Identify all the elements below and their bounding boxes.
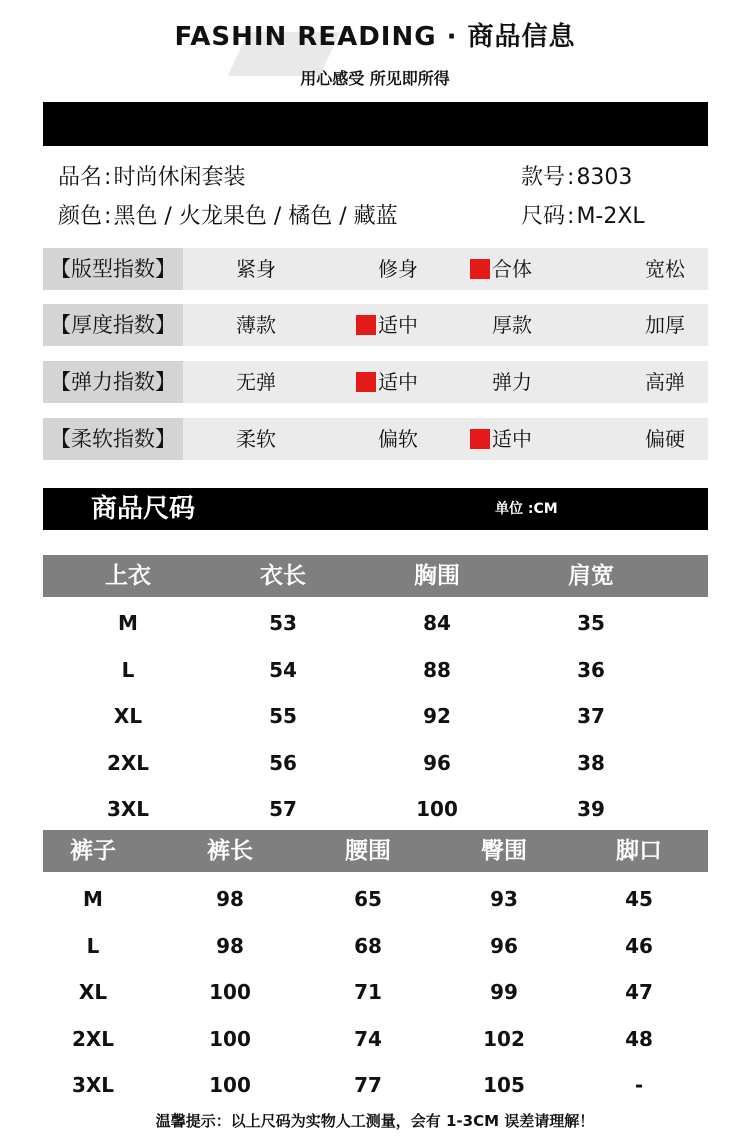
table-cell: 102	[483, 1026, 525, 1051]
index-option-label: 宽松	[645, 257, 685, 281]
table-cell: 2XL	[106, 750, 150, 775]
size-range: 尺码:M-2XL	[521, 204, 645, 229]
table-cell: M	[118, 611, 138, 635]
index-option	[492, 304, 532, 346]
table-cell: 68	[354, 933, 382, 958]
table-cell: 39	[577, 797, 605, 821]
column-header: 裤子	[70, 838, 116, 864]
index-label: 【版型指数】	[43, 248, 183, 290]
black-banner	[43, 102, 708, 146]
column-header: 胸围	[414, 563, 460, 589]
table-cell: 46	[625, 933, 653, 958]
index-option-label: 偏软	[378, 427, 418, 451]
table-cell: M	[83, 887, 103, 911]
table-row	[43, 969, 708, 1015]
index-row	[43, 418, 708, 460]
table-cell: 77	[354, 1073, 382, 1097]
table-cell: 53	[269, 611, 297, 635]
table-row	[43, 786, 708, 832]
index-row	[43, 304, 708, 346]
selected-marker-icon	[356, 315, 376, 335]
product-name: 品名:时尚休闲套装	[58, 165, 246, 190]
index-label: 【柔软指数】	[43, 418, 183, 460]
selected-marker-icon	[470, 259, 490, 279]
table-cell: 105	[483, 1073, 525, 1097]
index-option-label: 薄款	[236, 313, 276, 337]
table-cell: 56	[269, 750, 297, 775]
table-cell: L	[86, 933, 100, 958]
table-cell: 54	[269, 657, 297, 682]
table-cell: 99	[490, 980, 518, 1004]
table-cell: 48	[625, 1026, 653, 1051]
style-number-label: 款号	[521, 165, 566, 190]
table-cell: L	[121, 657, 135, 682]
index-option	[236, 248, 276, 290]
table-cell: 100	[209, 980, 251, 1004]
index-option	[645, 304, 685, 346]
table-header	[43, 555, 708, 597]
index-option	[645, 361, 685, 403]
table-cell: 65	[354, 887, 382, 911]
table-cell: 96	[423, 750, 451, 775]
table-row	[43, 923, 708, 969]
index-label: 【厚度指数】	[43, 304, 183, 346]
table-cell: -	[634, 1073, 644, 1097]
index-option	[356, 304, 418, 346]
index-option-label: 适中	[378, 370, 418, 394]
column-header: 腰围	[345, 838, 391, 864]
index-option	[378, 248, 418, 290]
table-cell: 71	[354, 980, 382, 1004]
table-cell: XL	[78, 980, 108, 1004]
index-label: 【弹力指数】	[43, 361, 183, 403]
column-header: 臀围	[481, 838, 527, 864]
table-row	[43, 693, 708, 739]
table-cell: 98	[216, 933, 244, 958]
size-section-title: 商品尺码	[91, 494, 196, 524]
index-option	[236, 304, 276, 346]
page-subtitle: 用心感受 所见即所得	[300, 69, 450, 88]
table-row	[43, 740, 708, 786]
table-cell: 55	[269, 704, 297, 728]
size-range-value: M-2XL	[576, 204, 645, 229]
table-cell: 47	[625, 980, 653, 1004]
index-option-label: 合体	[492, 257, 532, 281]
index-option	[356, 361, 418, 403]
colors-value: 黑色 / 火龙果色 / 橘色 / 藏蓝	[113, 204, 398, 229]
table-cell: 93	[490, 887, 518, 911]
table-cell: 100	[416, 797, 458, 821]
page-title: FASHIN READING · 商品信息	[174, 22, 576, 52]
table-cell: 92	[423, 704, 451, 728]
index-option-label: 弹力	[492, 370, 532, 394]
index-option-label: 加厚	[645, 313, 685, 337]
column-header: 脚口	[616, 838, 662, 864]
index-option	[492, 361, 532, 403]
index-option-label: 适中	[492, 427, 532, 451]
size-range-label: 尺码	[521, 204, 566, 229]
index-option-label: 修身	[378, 257, 418, 281]
index-option	[236, 361, 276, 403]
selected-marker-icon	[356, 372, 376, 392]
index-option	[470, 418, 532, 460]
table-row	[43, 876, 708, 922]
table-cell: 3XL	[71, 1073, 115, 1097]
table-cell: 74	[354, 1026, 382, 1051]
table-cell: 84	[423, 611, 451, 635]
table-cell: 38	[577, 750, 605, 775]
index-option-label: 高弹	[645, 370, 685, 394]
table-cell: 100	[209, 1026, 251, 1051]
style-number: 款号:8303	[521, 165, 633, 190]
table-row	[43, 647, 708, 693]
table-cell: 57	[269, 797, 297, 821]
index-row	[43, 248, 708, 290]
table-cell: 2XL	[71, 1026, 115, 1051]
product-colors: 颜色:黑色 / 火龙果色 / 橘色 / 藏蓝	[58, 204, 398, 229]
index-option-label: 无弹	[236, 370, 276, 394]
product-name-value: 时尚休闲套装	[113, 165, 246, 190]
index-option-label: 紧身	[236, 257, 276, 281]
column-header: 上衣	[105, 563, 151, 589]
table-cell: XL	[113, 704, 143, 728]
table-cell: 35	[577, 611, 605, 635]
selected-marker-icon	[470, 429, 490, 449]
table-cell: 45	[625, 887, 653, 911]
table-cell: 96	[490, 933, 518, 958]
index-option	[645, 418, 685, 460]
style-number-value: 8303	[576, 165, 633, 190]
column-header: 裤长	[207, 838, 253, 864]
column-header: 肩宽	[568, 563, 614, 589]
table-cell: 88	[423, 657, 451, 682]
table-cell: 37	[577, 704, 605, 728]
index-option-label: 厚款	[492, 313, 532, 337]
index-row	[43, 361, 708, 403]
table-cell: 3XL	[106, 797, 150, 821]
table-header	[43, 830, 708, 872]
footer-note: 温馨提示：以上尺码为实物人工测量，会有 1-3CM 误差请理解！	[155, 1112, 595, 1130]
table-row	[43, 1016, 708, 1062]
table-cell: 98	[216, 887, 244, 911]
table-cell: 100	[209, 1073, 251, 1097]
size-unit: 单位 :CM	[495, 501, 558, 517]
table-row	[43, 1062, 708, 1108]
index-option	[236, 418, 276, 460]
size-section-banner	[43, 488, 708, 530]
index-option-label: 偏硬	[645, 427, 685, 451]
index-option	[470, 248, 532, 290]
index-option-label: 柔软	[236, 427, 276, 451]
colors-label: 颜色	[58, 204, 103, 229]
table-row	[43, 600, 708, 646]
product-name-label: 品名	[58, 165, 103, 190]
column-header: 衣长	[260, 563, 306, 589]
index-option-label: 适中	[378, 313, 418, 337]
index-option	[645, 248, 685, 290]
table-cell: 36	[577, 657, 605, 682]
index-option	[378, 418, 418, 460]
